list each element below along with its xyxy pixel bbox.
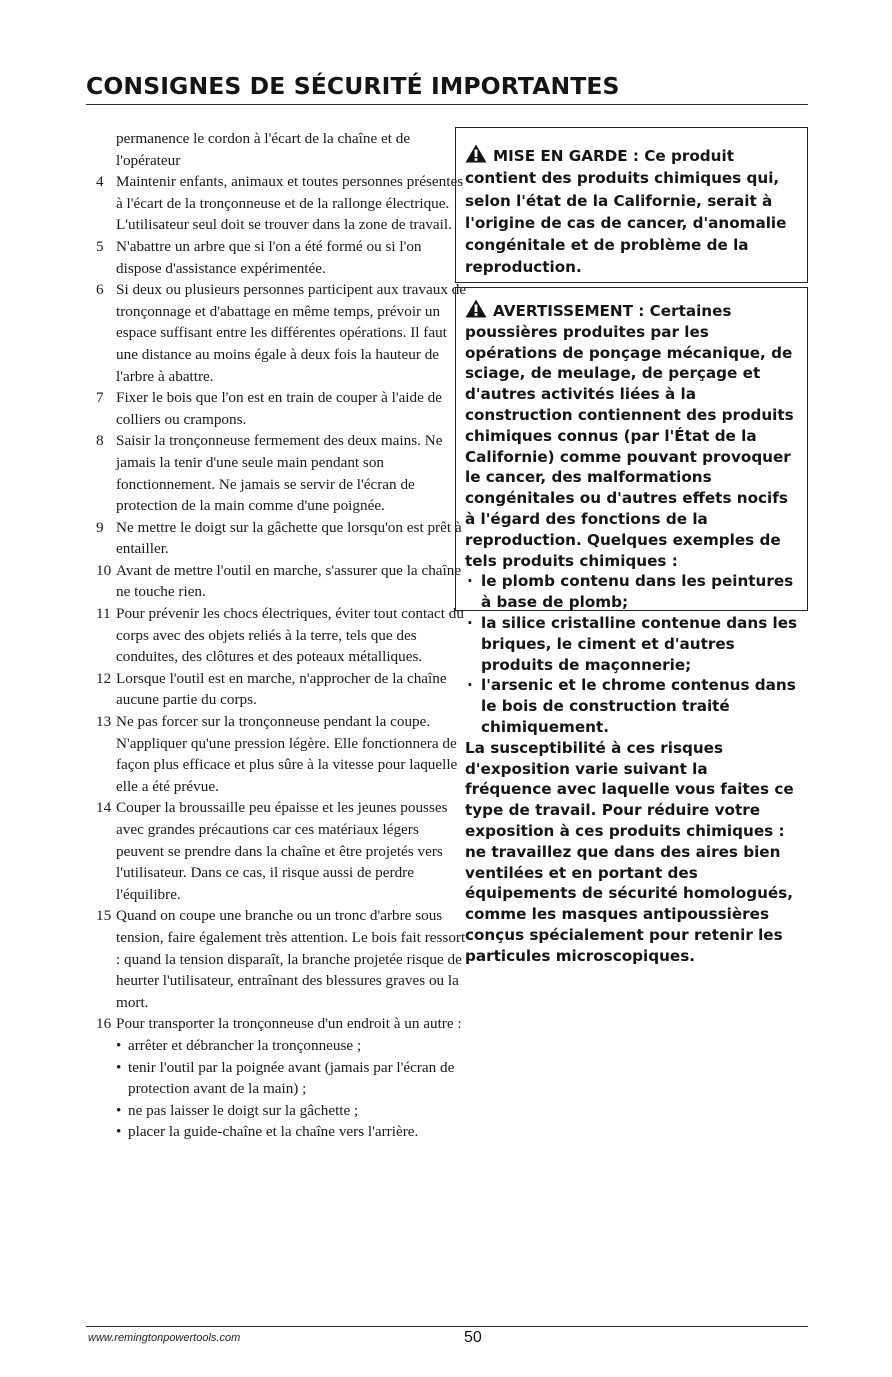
rule-text: Ne pas forcer sur la tronçonneuse pendant la coupe. N'appliquer qu'une pression légère. Elle fonctionnera de façon plus efficace et plus sûre à la vitesse pour laquelle elle a été prévue. [116,713,458,795]
rule-number: 8 [96,432,104,450]
rule-item [96,387,468,430]
rule-item [96,603,468,668]
transport-steps-list [96,1035,468,1143]
rule-item [96,171,468,236]
rule-text: Fixer le bois que l'on est en train de couper à l'aide de colliers ou crampons. [116,389,442,428]
rule-number: 9 [96,518,104,536]
rule-text: Lorsque l'outil est en marche, n'approcher de la chaîne aucune partie du corps. [116,669,447,709]
exposure-paragraph: La susceptibilité à ces risques d'exposition varie suivant la fréquence avec laquelle vous faites ce type de travail. Pour réduire votre exposition à ces produits chimiques : ne travaillez que dans des aires bien ventilées et en portant des équipements de sécurité homologués, comme les masques antipoussières conçus spécialement pour retenir les particules microscopiques. [465,738,794,965]
safety-rules-column [96,128,468,1143]
list-item: • arrêter et débrancher la tronçonneuse ; [116,1035,468,1057]
rule-number: 6 [96,281,104,299]
rule-item [96,560,468,603]
page-number: 50 [464,1329,482,1346]
rule-text: Couper la broussaille peu épaisse et les jeunes pousses avec grandes précautions car ces matériaux légers peuvent se prendre dans la chaîne et être projetés vers l'utilisateur. Dans ce cas, il risque aussi de perdre l'équilibre. [116,799,448,903]
list-item: · le plomb contenu dans les peintures à base de plomb; [465,571,799,613]
rule-number: 15 [96,907,112,925]
rule-number: 5 [96,237,104,255]
rule-number: 10 [96,561,112,579]
caution-paragraph [465,144,797,279]
rule-item [96,711,468,797]
rule-number: 12 [96,669,112,687]
rule-continuation: permanence le cordon à l'écart de la chaîne et de l'opérateur [116,130,411,169]
rule-item [96,517,468,560]
rule-text: Pour prévenir les chocs électriques, éviter tout contact du corps avec des objets reliés à la terre, tels que des conduites, des clôtures et des poteaux métalliques. [116,605,464,666]
footer-url: www.remingtonpowertools.com [88,1332,241,1344]
warning-box [455,287,808,965]
rule-text: Saisir la tronçonneuse fermement des deux mains. Ne jamais la tenir d'une seule main pendant son fonctionnement. Ne jamais se servir de l'écran de protection de la main comme d'une poignée. [116,432,443,515]
list-item: • placer la guide-chaîne et la chaîne vers l'arrière. [116,1121,468,1143]
rule-text: Quand on coupe une branche ou un tronc d'arbre sous tension, faire également très attention. Le bois fait ressort : quand la tension disparaît, la branche projetée risque de heurter l'utilisateur, entraînant des blessures graves ou la mort. [116,907,466,1011]
rule-text: Ne mettre le doigt sur la gâchette que lorsqu'on est prêt à entailler. [116,518,462,558]
rule-item [96,797,468,905]
rule-text: Si deux ou plusieurs personnes participent aux travaux de tronçonnage et d'abattage en même temps, prévoir un espace suffisant entre les différentes opérations. Il faut une distance au moins égale à deux fois la hauteur de l'arbre à abattre. [116,281,467,385]
list-item: · la silice cristalline contenue dans les briques, le ciment et d'autres produits de maçonnerie; [465,613,799,675]
list-item: • ne pas laisser le doigt sur la gâchette ; [116,1100,468,1122]
rule-number: 7 [96,389,104,407]
footer-rule [86,1326,808,1327]
list-item: • tenir l'outil par la poignée avant (jamais par l'écran de protection avant de la main) ; [116,1057,468,1100]
warning-text: AVERTISSEMENT : Certaines poussières produites par les opérations de ponçage mécanique, de sciage, de meulage, de perçage et d'autres activités liées à la construction contiennent des produits chimiques connus (par l'État de la Californie) comme pouvant provoquer le cancer, des malformations congénitales ou d'autres effets nocifs à l'égard des fonctions de la reproduction. Quelques exemples de tels produits chimiques : [465,302,794,570]
rule-item [96,1013,468,1035]
rule-number: 16 [96,1015,112,1033]
rule-number: 11 [96,605,111,623]
rule-item [96,236,468,279]
rule-text: Avant de mettre l'outil en marche, s'assurer que la chaîne ne touche rien. [116,561,462,601]
page-title: CONSIGNES DE SÉCURITÉ IMPORTANTES [86,72,620,100]
list-item: · l'arsenic et le chrome contenus dans le bois de construction traité chimiquement. [465,675,799,737]
caution-text: MISE EN GARDE : Ce produit contient des produits chimiques qui, selon l'état de la Californie, serait à l'origine de cas de cancer, d'anomalie congénitale et de problème de la reproduction. [465,147,787,277]
rule-item [96,668,468,711]
chemical-examples-list [465,571,799,737]
rule-number: 13 [96,713,112,731]
rule-text: Maintenir enfants, animaux et toutes personnes présentes à l'écart de la tronçonneuse et de la rallonge électrique. L'utilisateur seul doit se trouver dans la zone de travail. [116,173,464,234]
header-rule [86,104,808,105]
rule-number: 14 [96,799,112,817]
rule-number: 4 [96,173,104,191]
warning-triangle-icon [465,144,487,163]
rule-item [96,905,468,1013]
warning-paragraph [465,299,799,571]
rule-item [96,430,468,516]
rule-item [96,279,468,387]
warning-triangle-icon [465,299,487,318]
rule-text: N'abattre un arbre que si l'on a été formé ou si l'on dispose d'assistance expérimentée. [116,237,422,277]
caution-box [455,127,808,283]
rule-text: Pour transporter la tronçonneuse d'un endroit à un autre : [116,1015,462,1033]
